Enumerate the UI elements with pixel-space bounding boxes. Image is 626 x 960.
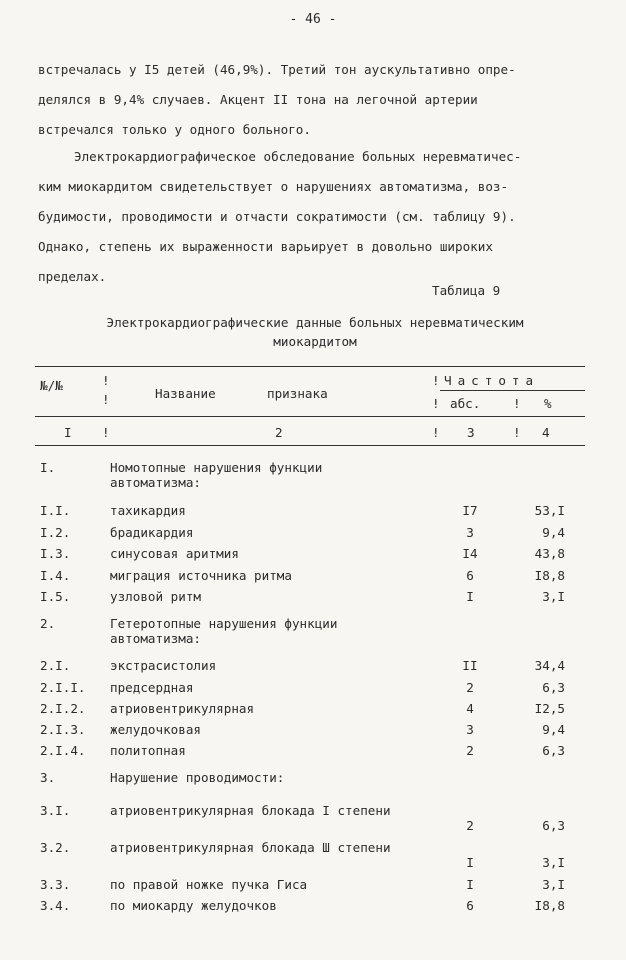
header-bottom-rule	[35, 445, 585, 446]
row-abs: 6	[466, 898, 474, 913]
row-name: атриовентрикулярная блокада I степени	[110, 803, 391, 818]
text-line: делялся в 9,4% случаев. Акцент II тона на легочной артерии	[38, 92, 478, 107]
table-top-rule	[35, 366, 585, 367]
page-number: - 46 -	[289, 12, 337, 27]
row-abs: 2	[466, 743, 474, 758]
row-abs: I	[466, 877, 474, 892]
row-name: тахикардия	[110, 503, 186, 518]
row-name: по правой ножке пучка Гиса	[110, 877, 308, 892]
header-bang: !	[432, 425, 440, 440]
row-number: I.4.	[40, 568, 71, 583]
header-abs: абс.	[450, 396, 481, 411]
header-sign: признака	[267, 386, 328, 401]
row-pct: 3,I	[542, 855, 565, 870]
row-abs: 2	[466, 680, 474, 695]
row-pct: 3,I	[542, 589, 565, 604]
paragraph-1	[38, 55, 588, 145]
row-pct: 3,I	[542, 877, 565, 892]
row-number: 3.I.	[40, 803, 71, 818]
row-name: предсердная	[110, 680, 194, 695]
header-num: №/№	[40, 378, 63, 393]
row-name: Номотопные нарушения функции автоматизма:	[110, 460, 323, 490]
row-name: политопная	[110, 743, 186, 758]
text-line: Электрокардиографическое обследование больных неревматичес-	[74, 149, 522, 164]
row-pct: 9,4	[542, 525, 565, 540]
row-name: синусовая аритмия	[110, 546, 239, 561]
row-number: I.	[40, 460, 56, 475]
row-name: Нарушение проводимости:	[110, 770, 285, 785]
row-number: 2.I.4.	[40, 743, 86, 758]
table-label: Таблица 9	[432, 283, 501, 298]
row-name: Гетеротопные нарушения функции автоматизма:	[110, 616, 338, 646]
row-name: желудочковая	[110, 722, 201, 737]
row-name: брадикардия	[110, 525, 194, 540]
table-title-line: Электрокардиографические данные больных неревматическим	[106, 315, 524, 330]
row-pct: 34,4	[534, 658, 565, 673]
text-line: ким миокардитом свидетельствует о нарушениях автоматизма, воз-	[38, 179, 509, 194]
row-name: миграция источника ритма	[110, 568, 292, 583]
text-line: пределах.	[38, 269, 107, 284]
row-pct: I2,5	[534, 701, 565, 716]
row-abs: 3	[466, 722, 474, 737]
header-pct: %	[544, 396, 552, 411]
row-number: 3.4.	[40, 898, 71, 913]
row-pct: 53,I	[534, 503, 565, 518]
header-bang: !	[102, 425, 110, 440]
row-abs: I	[466, 855, 474, 870]
column-index-1: I	[64, 425, 72, 440]
column-index-2: 2	[275, 425, 283, 440]
row-number: 2.I.	[40, 658, 71, 673]
header-freq-rule	[440, 390, 585, 391]
header-mid-rule	[35, 416, 585, 417]
table-title	[60, 313, 570, 351]
row-abs: 3	[466, 525, 474, 540]
row-pct: I8,8	[534, 898, 565, 913]
text-line: Однако, степень их выраженности варьирует в довольно широких	[38, 239, 493, 254]
row-number: 3.	[40, 770, 56, 785]
row-pct: 6,3	[542, 818, 565, 833]
row-pct: 43,8	[534, 546, 565, 561]
row-number: 3.3.	[40, 877, 71, 892]
header-bang: !	[432, 373, 440, 388]
row-pct: 6,3	[542, 743, 565, 758]
row-pct: 6,3	[542, 680, 565, 695]
column-index-4: 4	[542, 425, 550, 440]
row-number: 3.2.	[40, 840, 71, 855]
row-pct: I8,8	[534, 568, 565, 583]
row-name: узловой ритм	[110, 589, 201, 604]
table-title-line: миокардитом	[273, 334, 357, 349]
row-name: атриовентрикулярная блокада Ш степени	[110, 840, 391, 855]
row-name: атриовентрикулярная	[110, 701, 255, 716]
row-abs: 6	[466, 568, 474, 583]
row-abs: I4	[462, 546, 478, 561]
row-name: экстрасистолия	[110, 658, 217, 673]
text-line: встречался только у одного больного.	[38, 122, 311, 137]
header-bang: !	[432, 396, 440, 411]
paragraph-2	[38, 142, 588, 292]
header-bang: !	[102, 392, 110, 407]
row-pct: 9,4	[542, 722, 565, 737]
row-number: 2.I.2.	[40, 701, 86, 716]
row-abs: 4	[466, 701, 474, 716]
header-bang: !	[513, 425, 521, 440]
row-name: по миокарду желудочков	[110, 898, 277, 913]
header-frequency: Частота	[444, 373, 540, 388]
text-line: встречалась у I5 детей (46,9%). Третий тон аускультативно опре-	[38, 62, 516, 77]
row-number: I.I.	[40, 503, 71, 518]
text-line: будимости, проводимости и отчасти сократимости (см. таблицу 9).	[38, 209, 516, 224]
row-abs: II	[462, 658, 478, 673]
column-index-3: 3	[467, 425, 475, 440]
row-number: 2.I.I.	[40, 680, 86, 695]
header-bang: !	[102, 373, 110, 388]
row-number: 2.I.3.	[40, 722, 86, 737]
row-abs: I7	[462, 503, 478, 518]
header-name: Название	[155, 386, 216, 401]
row-number: 2.	[40, 616, 56, 631]
header-bang: !	[513, 396, 521, 411]
row-number: I.5.	[40, 589, 71, 604]
row-abs: 2	[466, 818, 474, 833]
row-abs: I	[466, 589, 474, 604]
row-number: I.3.	[40, 546, 71, 561]
row-number: I.2.	[40, 525, 71, 540]
